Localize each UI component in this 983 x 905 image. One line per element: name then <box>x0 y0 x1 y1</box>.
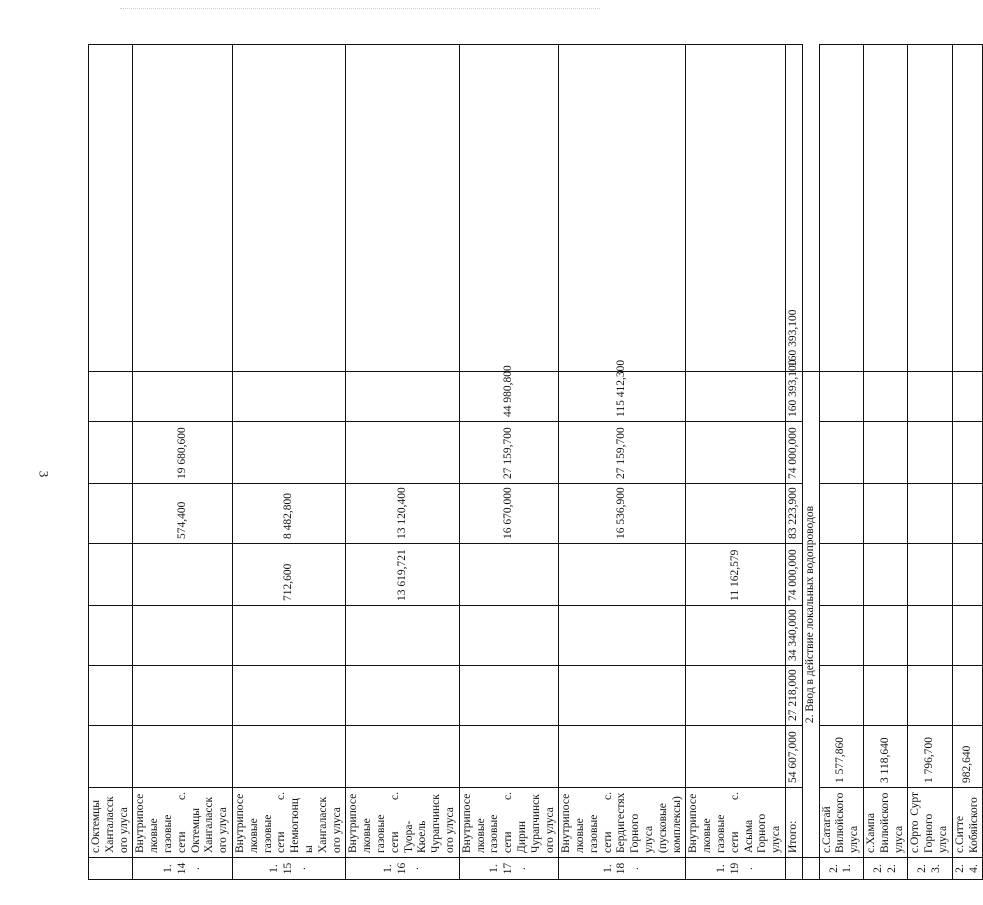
value-cell: 115 412,300 <box>559 372 686 422</box>
value-cell <box>686 666 786 726</box>
value-cell <box>232 372 345 422</box>
value-cell <box>559 666 686 726</box>
value-cell: 13 120,400 <box>346 484 459 544</box>
value-cell <box>133 372 233 422</box>
value-cell <box>952 422 983 484</box>
value-cell: 19 680,600 <box>133 422 233 484</box>
value-cell <box>908 606 952 666</box>
value-cell <box>89 544 133 606</box>
value-cell <box>952 606 983 666</box>
value-cell: 34 340,000 <box>786 606 803 666</box>
section-title: 2. Ввод в действие локальных водопроводов <box>802 372 819 858</box>
row-name: с.Ситте Кобяйского <box>952 788 983 858</box>
table-row <box>346 45 459 880</box>
value-cell: 83 223,900 <box>786 484 803 544</box>
table-row <box>559 45 686 880</box>
value-cell <box>346 372 459 422</box>
table-row <box>133 45 233 880</box>
value-cell <box>686 606 786 666</box>
section-empty-index <box>802 858 819 880</box>
table-row <box>786 45 803 880</box>
value-cell <box>952 372 983 422</box>
row-index: 1.17. <box>459 858 559 880</box>
row-index: 1.15. <box>232 858 345 880</box>
value-cell <box>819 544 863 606</box>
section-header-row <box>802 45 819 880</box>
value-cell <box>89 45 133 372</box>
value-cell: 74 000,000 <box>786 544 803 606</box>
row-index: 2.4. <box>952 858 983 880</box>
value-cell <box>89 726 133 788</box>
value-cell <box>819 484 863 544</box>
value-cell <box>952 544 983 606</box>
value-cell: 27 159,700 <box>559 422 686 484</box>
row-name: с.Сатагай Вилюйского улуса <box>819 788 863 858</box>
value-cell: 11 162,579 <box>686 544 786 606</box>
row-name: Внутрипоселковые газовые сети с. Асыма Горного улуса <box>686 788 786 858</box>
value-cell <box>686 372 786 422</box>
value-cell <box>686 422 786 484</box>
value-cell <box>459 544 559 606</box>
table-row <box>864 45 908 880</box>
value-cell: 16 670,000 <box>459 484 559 544</box>
value-cell <box>89 484 133 544</box>
value-cell <box>133 666 233 726</box>
value-cell <box>346 726 459 788</box>
value-cell <box>864 372 908 422</box>
value-cell: 1 577,860 <box>819 726 863 788</box>
value-cell <box>89 372 133 422</box>
value-cell <box>89 606 133 666</box>
value-cell: 574,400 <box>133 484 233 544</box>
value-cell <box>819 422 863 484</box>
value-cell <box>89 422 133 484</box>
value-cell <box>232 606 345 666</box>
table-row <box>232 45 345 880</box>
row-index <box>786 858 803 880</box>
table-row <box>908 45 952 880</box>
value-cell <box>459 606 559 666</box>
value-cell <box>232 726 345 788</box>
row-index: 1.19. <box>686 858 786 880</box>
value-cell <box>133 726 233 788</box>
rotated-table-container <box>88 44 980 880</box>
row-name: с.Октемцы Ханталасского улуса <box>89 788 133 858</box>
page-number: 3 <box>36 470 52 478</box>
row-index: 2.2. <box>864 858 908 880</box>
value-cell <box>908 422 952 484</box>
value-cell: 712,600 <box>232 544 345 606</box>
value-cell: 44 980,800 <box>459 372 559 422</box>
value-cell <box>686 484 786 544</box>
value-cell <box>346 45 459 372</box>
value-cell: 3 118,640 <box>864 726 908 788</box>
table-row <box>686 45 786 880</box>
value-cell <box>346 666 459 726</box>
row-name: с.Орто Сурт Горного улуса <box>908 788 952 858</box>
value-cell <box>819 606 863 666</box>
value-cell: 160 393,100 <box>786 45 803 372</box>
value-cell <box>686 726 786 788</box>
value-cell: 54 607,000 <box>786 726 803 788</box>
value-cell <box>864 484 908 544</box>
value-cell <box>952 45 983 372</box>
value-cell <box>232 666 345 726</box>
row-index: 1.14. <box>133 858 233 880</box>
value-cell <box>952 484 983 544</box>
value-cell <box>133 544 233 606</box>
value-cell <box>819 666 863 726</box>
value-cell <box>819 45 863 372</box>
row-index: 2.1. <box>819 858 863 880</box>
row-name: Внутрипоселковые газовые сети с. Бердигестях Горного улуса (пусковые комплексы) <box>559 788 686 858</box>
value-cell <box>232 45 345 372</box>
value-cell <box>459 726 559 788</box>
value-cell: 27 159,700 <box>459 422 559 484</box>
row-name: Внутрипоселковые газовые сети с. Октемцы Хангаласского улуса <box>133 788 233 858</box>
value-cell: 160 393,100 <box>786 372 803 422</box>
value-cell <box>908 372 952 422</box>
scan-artifact-dots <box>120 8 600 11</box>
row-name: Внутрипоселковые газовые сети с. Туора-Кюель Чурапчинского улуса <box>346 788 459 858</box>
row-index: 2.3. <box>908 858 952 880</box>
value-cell <box>133 45 233 372</box>
row-name: Итого: <box>786 788 803 858</box>
row-name: Внутрипоселковые газовые сети с. Немюгюнцы Хангаласского улуса <box>232 788 345 858</box>
value-cell: 1 796,700 <box>908 726 952 788</box>
value-cell <box>908 666 952 726</box>
value-cell <box>908 544 952 606</box>
value-cell <box>864 544 908 606</box>
value-cell <box>346 422 459 484</box>
value-cell: 13 619,721 <box>346 544 459 606</box>
value-cell <box>89 666 133 726</box>
table-row <box>952 45 983 880</box>
table-row <box>459 45 559 880</box>
value-cell <box>819 372 863 422</box>
row-index: 1.16. <box>346 858 459 880</box>
value-cell <box>133 606 233 666</box>
row-index <box>89 858 133 880</box>
value-cell <box>459 666 559 726</box>
table-row <box>819 45 863 880</box>
investment-table <box>88 44 983 880</box>
value-cell <box>559 544 686 606</box>
value-cell <box>232 422 345 484</box>
value-cell <box>908 45 952 372</box>
value-cell: 16 536,900 <box>559 484 686 544</box>
value-cell <box>559 45 686 372</box>
value-cell <box>864 606 908 666</box>
value-cell <box>559 606 686 666</box>
value-cell <box>952 666 983 726</box>
row-name: с.Хампа Вилюйского улуса <box>864 788 908 858</box>
value-cell <box>346 606 459 666</box>
value-cell <box>459 45 559 372</box>
value-cell: 8 482,800 <box>232 484 345 544</box>
value-cell <box>908 484 952 544</box>
value-cell: 27 218,000 <box>786 666 803 726</box>
table-row <box>89 45 133 880</box>
value-cell <box>686 45 786 372</box>
value-cell <box>864 422 908 484</box>
value-cell <box>864 666 908 726</box>
value-cell: 74 000,000 <box>786 422 803 484</box>
row-index: 1.18. <box>559 858 686 880</box>
value-cell <box>864 45 908 372</box>
value-cell: 982,640 <box>952 726 983 788</box>
value-cell <box>559 726 686 788</box>
row-name: Внутрипоселковые газовые сети с. Дирин Чурапчинского улуса <box>459 788 559 858</box>
